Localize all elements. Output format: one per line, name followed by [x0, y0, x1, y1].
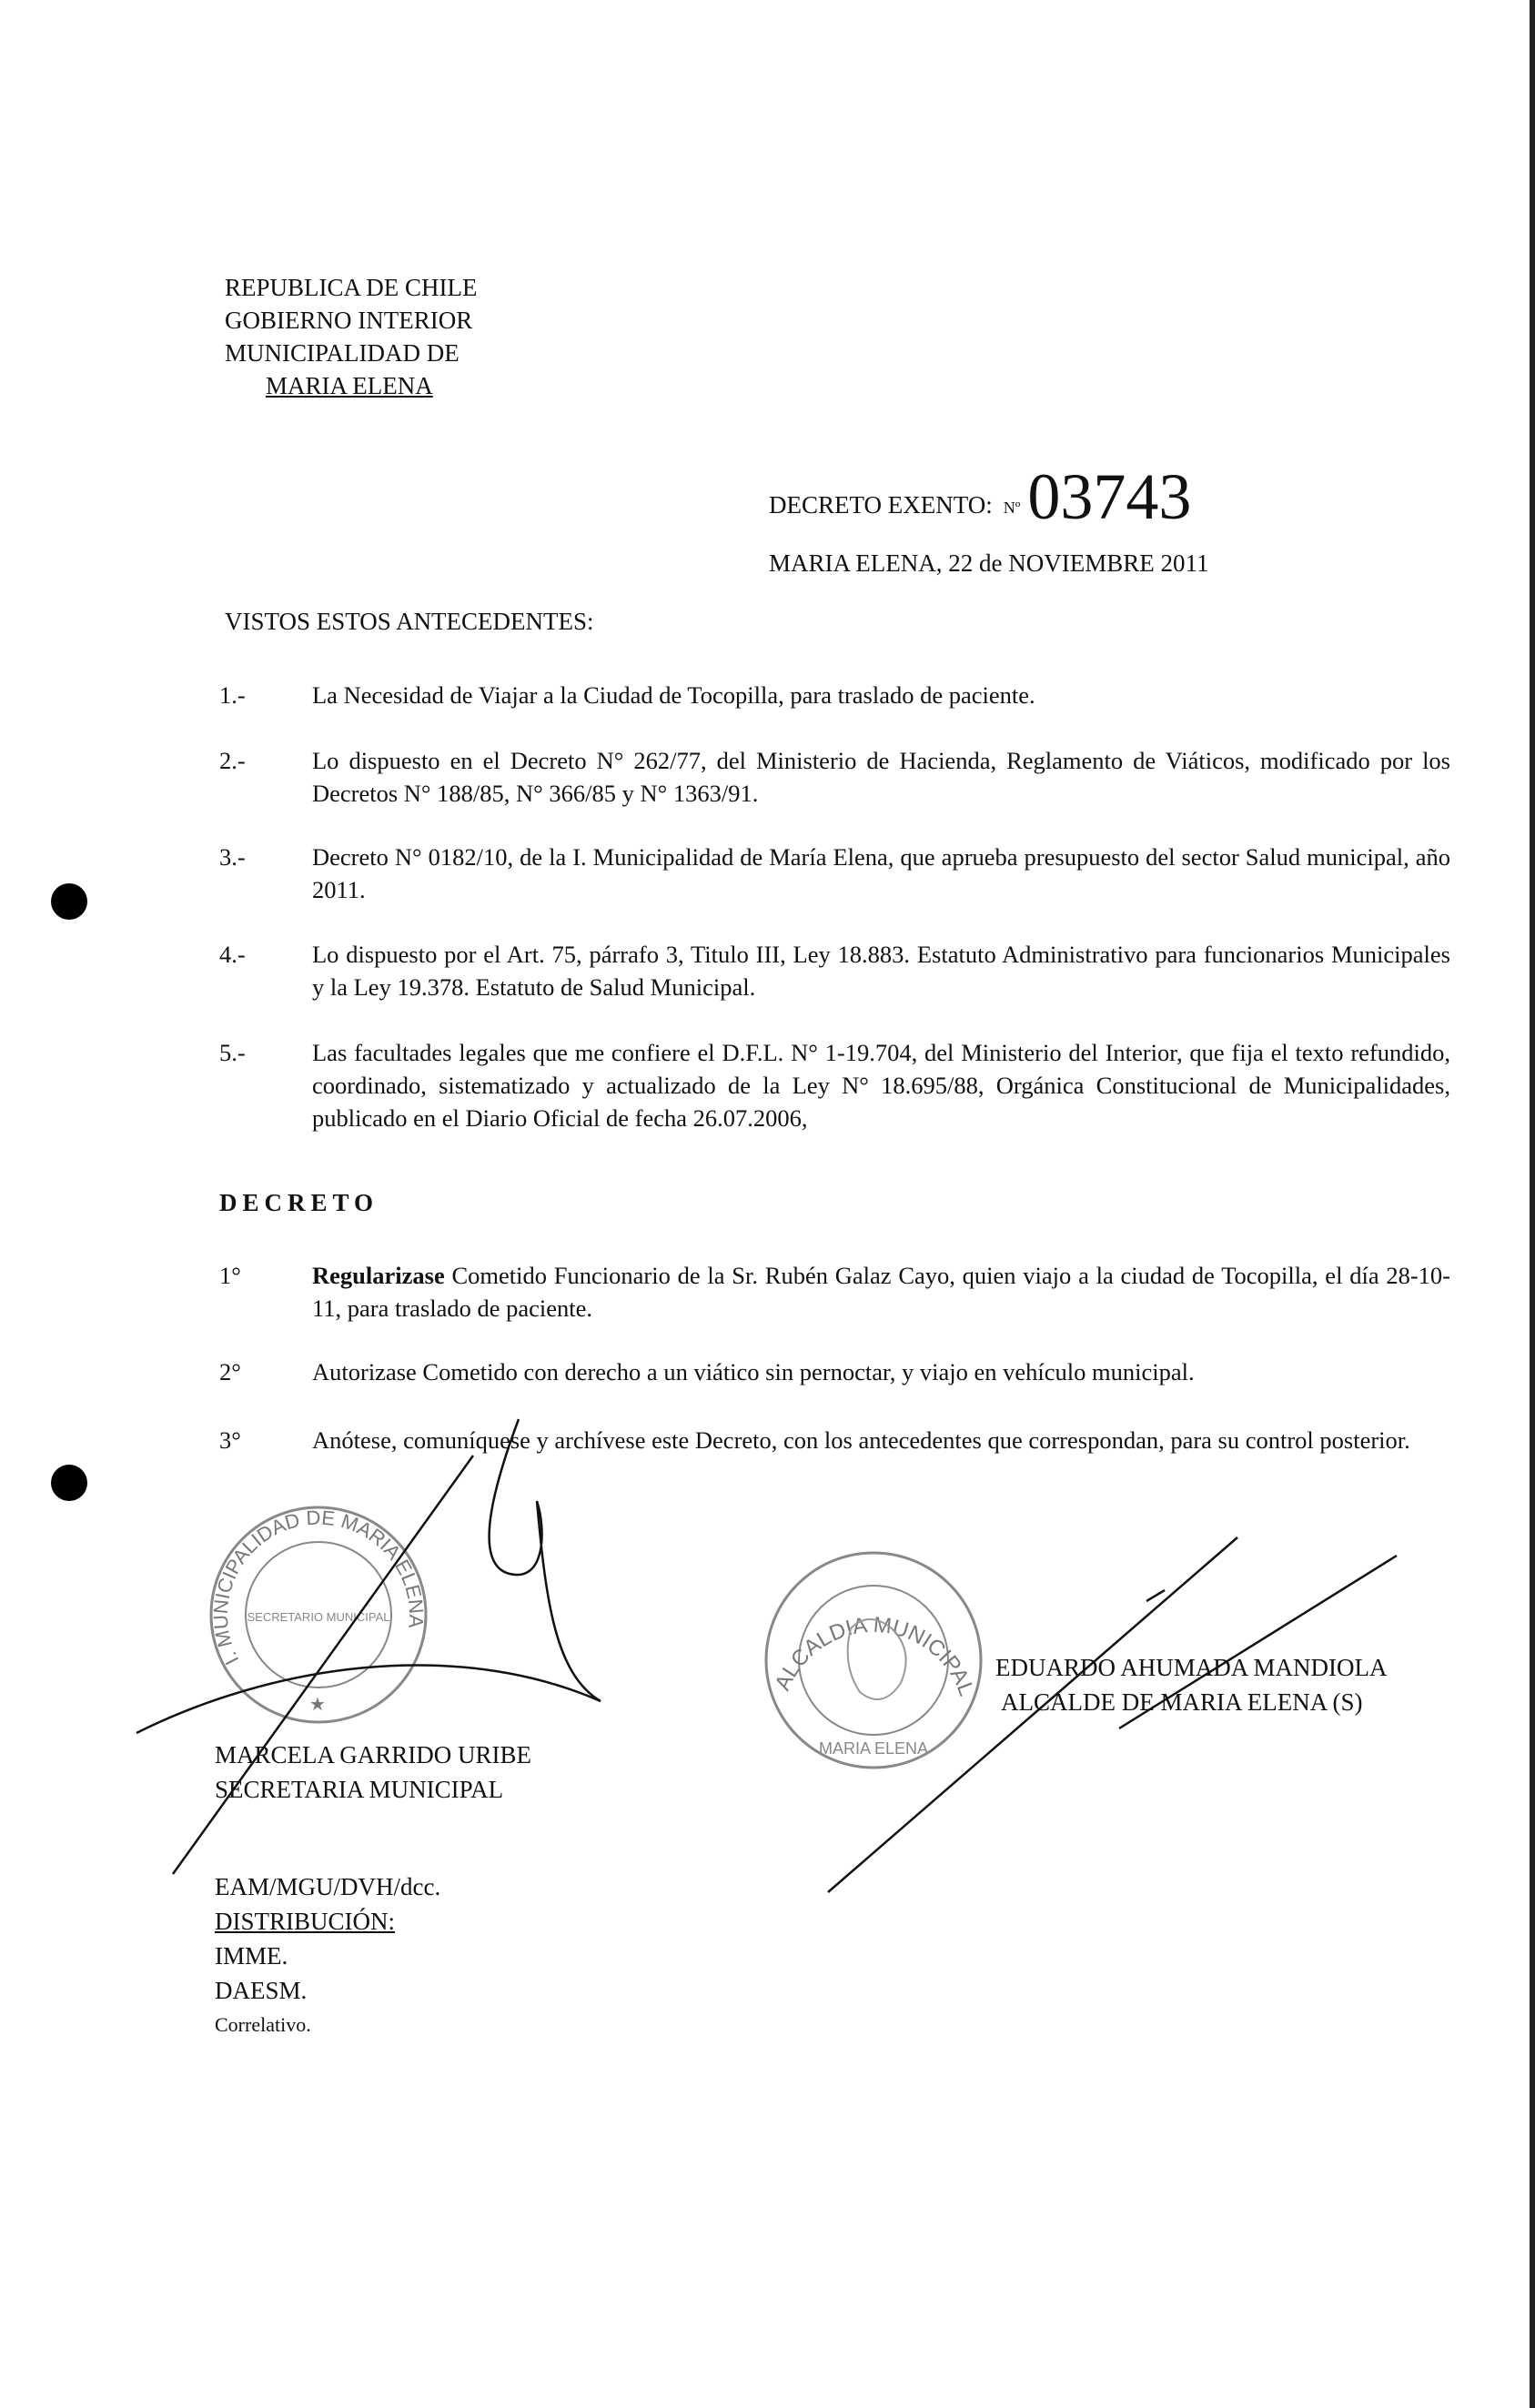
item-text: Anótese, comuníquese y archívese este Decreto, con los antecedentes que correspondan, para su control posterior.: [312, 1426, 1410, 1454]
recipient: DAESM.: [215, 1977, 308, 2004]
distribution-title: DISTRIBUCIÓN:: [215, 1908, 396, 1935]
decree-label: DECRETO EXENTO:: [769, 491, 993, 519]
decree-number-value: 03743: [1027, 460, 1192, 533]
item-bold-verb: Regularizase: [312, 1262, 445, 1289]
item-text: Decreto N° 0182/10, de la I. Municipalidad de María Elena, que aprueba presupuesto del sector Salud municipal, año 2011.: [312, 843, 1450, 903]
secretary-stamp: [209, 1506, 428, 1722]
item-text: Lo dispuesto por el Art. 75, párrafo 3, Titulo III, Ley 18.883. Estatuto Administrativo para funcionarios Municipales y la Ley 19.378. Estatuto de Salud Municipal.: [312, 941, 1450, 1001]
note: Correlativo.: [215, 2013, 311, 2036]
item-body: Cometido Funcionario de la Sr. Rubén Galaz Cayo, quien viajo a la ciudad de Tocopilla, el día 28-10-11, para traslado de paciente.: [312, 1262, 1450, 1322]
scan-edge: [1530, 0, 1535, 2408]
place-date: MARIA ELENA, 22 de NOVIEMBRE 2011: [769, 549, 1209, 577]
letterhead-line: REPUBLICA DE CHILE: [225, 274, 478, 301]
svg-text:I. MUNICIPALIDAD DE MARIA ELEN: [209, 1506, 428, 1668]
signer-name: MARCELA GARRIDO URIBE: [215, 1741, 532, 1768]
punch-hole: [51, 1465, 87, 1501]
item-text: Las facultades legales que me confiere el D.F.L. N° 1-19.704, del Ministerio del Interior, que fija el texto refundido, coordinado, sistematizado y actualizado de la Ley N° 18.695/88, Orgánica Constitucional de Municipalidades, publicado en el Diario Oficial de fecha 26.07.2006,: [312, 1039, 1450, 1132]
letterhead: [225, 271, 478, 402]
signature-block-secretary: [215, 1738, 531, 1807]
item-number: 5.-: [219, 1039, 246, 1066]
vistos-item: [219, 1036, 1450, 1134]
stamp-ring-text: ALCALDIA MUNICIPAL: [770, 1612, 979, 1699]
item-number: 1.-: [219, 681, 246, 709]
decreto-title: DECRETO: [219, 1189, 379, 1216]
vistos-item: [219, 679, 1450, 711]
letterhead-line: MUNICIPALIDAD DE: [225, 339, 459, 367]
item-text: Lo dispuesto en el Decreto N° 262/77, del Ministerio de Hacienda, Reglamento de Viáticos, modificado por los Decretos N° 188/85, N° 366/85 y N° 1363/91.: [312, 747, 1450, 807]
decreto-item: [219, 1355, 1450, 1388]
letterhead-line: MARIA ELENA: [266, 372, 433, 399]
item-number: 2°: [219, 1358, 241, 1385]
mayor-stamp: [766, 1553, 981, 1768]
letterhead-line: GOBIERNO INTERIOR: [225, 307, 473, 334]
signer-title: SECRETARIA MUNICIPAL: [215, 1776, 504, 1803]
stamp-bottom-text: MARIA ELENA: [818, 1739, 929, 1758]
decreto-item: [219, 1424, 1450, 1456]
signature-block-mayor: [995, 1650, 1388, 1719]
signer-name: EDUARDO AHUMADA MANDIOLA: [995, 1654, 1388, 1681]
decree-number: [769, 459, 1191, 535]
item-number: 1°: [219, 1262, 241, 1289]
item-number: 4.-: [219, 941, 246, 968]
punch-hole: [51, 883, 87, 920]
initials: EAM/MGU/DVH/dcc.: [215, 1873, 441, 1900]
star-icon: ★: [309, 1695, 326, 1715]
vistos-item: [219, 841, 1450, 906]
recipient: IMME.: [215, 1942, 288, 1970]
coat-of-arms-icon: [848, 1619, 906, 1699]
vistos-title: VISTOS ESTOS ANTECEDENTES:: [225, 608, 594, 635]
item-number: 3°: [219, 1426, 241, 1454]
signer-title: ALCALDE DE MARIA ELENA (S): [1001, 1688, 1363, 1716]
item-text: [312, 1259, 1450, 1325]
footer: [215, 1869, 440, 2042]
vistos-item: [219, 938, 1450, 1003]
item-number: 3.-: [219, 843, 246, 871]
item-number: 2.-: [219, 747, 246, 774]
item-text: Autorizase Cometido con derecho a un viático sin pernoctar, y viajo en vehículo municipal.: [312, 1358, 1195, 1385]
stamp-ring-text: I. MUNICIPALIDAD DE MARIA ELENA: [208, 1506, 429, 1669]
number-prefix: Nº: [1003, 499, 1021, 517]
decreto-item: [219, 1259, 1450, 1325]
item-text: La Necesidad de Viajar a la Ciudad de Tocopilla, para traslado de paciente.: [312, 681, 1035, 709]
svg-text:ALCALDIA MUNICIPAL: [771, 1613, 979, 1699]
stamp-center-text: SECRETARIO MUNICIPAL: [247, 1610, 390, 1624]
vistos-item: [219, 744, 1450, 810]
